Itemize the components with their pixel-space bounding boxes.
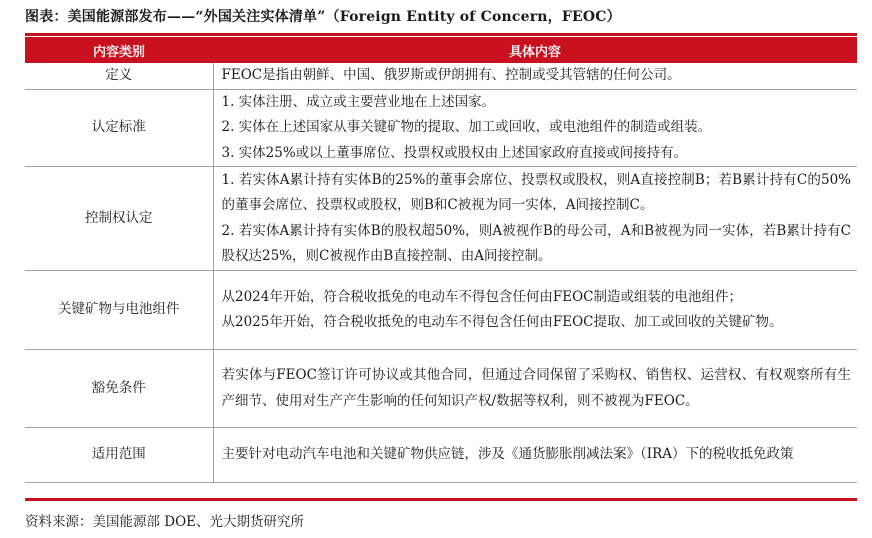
row-category: 适用范围	[25, 428, 213, 483]
row-content	[213, 89, 857, 167]
row-content-line: 3. 实体25%或以上董事席位、投票权或股权由上述国家政府直接或间接持有。	[221, 144, 688, 161]
row-content	[213, 350, 857, 428]
row-content-line: 若实体与FEOC签订许可协议或其他合同，但通过合同保留了采购权、销售权、运营权、有权观察所有生产细节、使用对生产产生影响的任何知识产权/数据等权利，则不被视为FEOC。	[221, 367, 851, 409]
chart-title: 图表：美国能源部发布——“外国关注实体清单”（Foreign Entity of Concern，FEOC）	[25, 9, 621, 25]
row-category: 定义	[25, 63, 213, 89]
table-row	[25, 63, 857, 89]
table-row	[25, 350, 857, 428]
row-content-line: 主要针对电动汽车电池和关键矿物供应链，涉及《通货膨胀削减法案》（IRA）下的税收抵免政策	[221, 446, 794, 463]
row-category: 认定标准	[25, 89, 213, 167]
table-row	[25, 167, 857, 271]
table-row	[25, 271, 857, 350]
row-category: 豁免条件	[25, 350, 213, 428]
table-row	[25, 89, 857, 167]
row-content	[213, 271, 857, 350]
bottom-rule	[25, 498, 857, 501]
row-category: 控制权认定	[25, 167, 213, 271]
row-content	[213, 63, 857, 89]
row-content-line: 1. 实体注册、成立或主要营业地在上述国家。	[221, 93, 496, 110]
row-category: 关键矿物与电池组件	[25, 271, 213, 350]
row-content-line: 1. 若实体A累计持有实体B的25%的董事会席位、投票权或股权，则A直接控制B；若B累计持有C的50%的董事会席位、投票权或股权，则B和C被视为同一实体，A间接控制C。	[221, 171, 851, 213]
top-rule	[25, 33, 857, 36]
row-content-line: 2. 实体在上述国家从事关键矿物的提取、加工或回收，或电池组件的制造或组装。	[221, 119, 712, 135]
header-content: 具体内容	[213, 37, 857, 63]
row-content	[213, 428, 857, 483]
row-content	[213, 167, 857, 271]
table-row	[25, 428, 857, 483]
row-content-line: 从2024年开始，符合税收抵免的电动车不得包含任何由FEOC制造或组装的电池组件；	[221, 288, 742, 305]
table-header-row	[25, 37, 857, 63]
feoc-table	[25, 37, 857, 483]
row-content-line: 2. 若实体A累计持有实体B的股权超50%，则A被视作B的母公司，A和B被视为同一实体，若B累计持有C股权达25%，则C被视作由B直接控制、由A间接控制。	[221, 222, 851, 264]
header-category: 内容类别	[25, 37, 213, 63]
source-note: 资料来源：美国能源部 DOE、光大期货研究所	[25, 514, 305, 530]
row-content-line: 从2025年开始，符合税收抵免的电动车不得包含任何由FEOC提取、加工或回收的关键矿物。	[221, 314, 783, 330]
row-content-line: FEOC是指由朝鲜、中国、俄罗斯或伊朗拥有、控制或受其管辖的任何公司。	[221, 67, 681, 83]
